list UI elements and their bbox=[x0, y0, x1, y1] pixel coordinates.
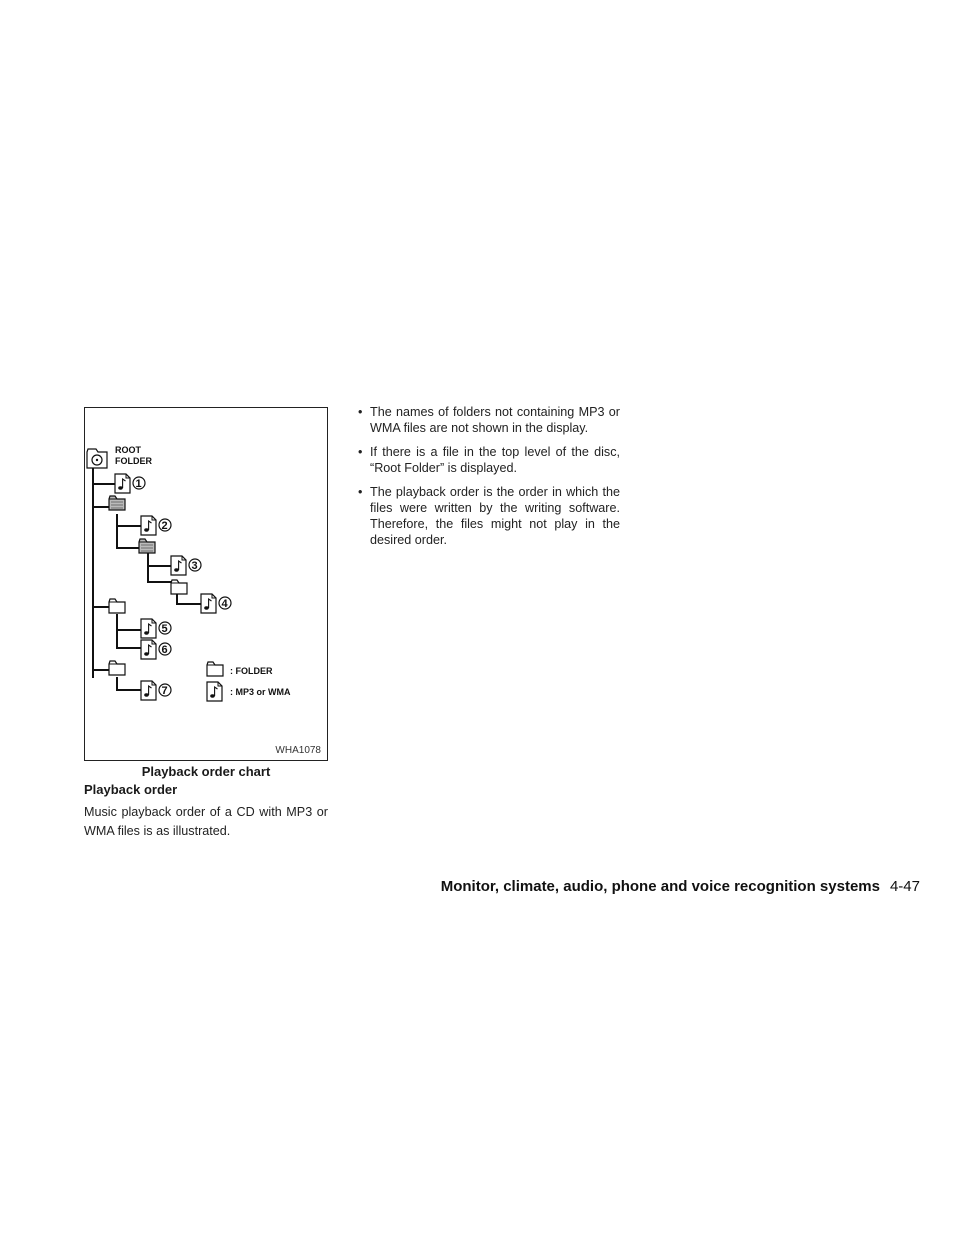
footer-section-title: Monitor, climate, audio, phone and voice recognition systems bbox=[440, 878, 880, 895]
file-icon bbox=[201, 594, 216, 613]
figure-code: WHA1078 bbox=[275, 745, 321, 756]
folder-icon bbox=[109, 599, 125, 613]
file-icon bbox=[141, 516, 156, 535]
file-icon bbox=[141, 640, 156, 659]
folder-icon bbox=[171, 580, 187, 594]
playback-order-figure bbox=[84, 407, 328, 761]
section-heading: Playback order bbox=[84, 782, 178, 797]
track-number-7: 7 bbox=[161, 685, 168, 697]
page-footer bbox=[441, 878, 920, 895]
file-icon bbox=[171, 556, 186, 575]
track-number-2: 2 bbox=[161, 520, 168, 532]
track-number-4: 4 bbox=[221, 598, 228, 610]
legend-file-label: : MP3 or WMA bbox=[230, 687, 291, 697]
file-icon bbox=[115, 474, 130, 493]
folder-icon bbox=[109, 661, 125, 675]
folder-tree-diagram bbox=[85, 408, 329, 762]
track-number-5: 5 bbox=[161, 623, 168, 635]
track-number-1: 1 bbox=[135, 478, 142, 490]
legend-folder-label: : FOLDER bbox=[230, 666, 273, 676]
file-icon bbox=[141, 681, 156, 700]
body-paragraph: Music playback order of a CD with MP3 or WMA files is as illustrated. bbox=[84, 805, 328, 838]
track-number-3: 3 bbox=[191, 560, 198, 572]
page-number: 4-47 bbox=[889, 878, 920, 895]
legend-folder-icon bbox=[207, 662, 223, 676]
root-folder-icon bbox=[87, 449, 107, 468]
root-label-line1: ROOT bbox=[115, 445, 141, 455]
track-number-6: 6 bbox=[161, 644, 168, 656]
notes-list bbox=[356, 404, 620, 556]
file-icon bbox=[141, 619, 156, 638]
figure-caption: Playback order chart bbox=[141, 764, 271, 779]
legend-file-icon bbox=[207, 682, 222, 701]
list-item: • If there is a file in the top level of the disc, “Root Folder” is displayed. bbox=[356, 444, 620, 476]
list-item: • The playback order is the order in which the files were written by the writing software. Therefore, the files might not play in the desired order. bbox=[356, 484, 620, 548]
root-label-line2: FOLDER bbox=[115, 456, 152, 466]
folder-icon bbox=[109, 496, 125, 510]
list-item: • The names of folders not containing MP3 or WMA files are not shown in the display. bbox=[356, 404, 620, 436]
folder-icon bbox=[139, 539, 155, 553]
